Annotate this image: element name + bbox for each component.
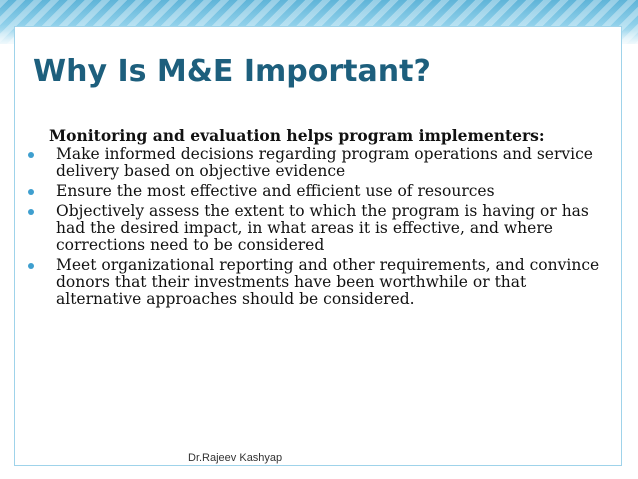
bullet-icon	[28, 152, 34, 158]
slide-title: Why Is M&E Important?	[33, 54, 431, 89]
intro-text: Monitoring and evaluation helps program implementers:	[49, 126, 545, 145]
bullet-item	[28, 257, 608, 308]
bullet-icon	[28, 263, 34, 269]
bullet-icon	[28, 209, 34, 215]
bullet-text: Make informed decisions regarding program operations and service delivery based on objective evidence	[56, 145, 593, 180]
bullet-item	[28, 203, 608, 254]
slide-body	[28, 127, 608, 311]
bullet-item	[28, 146, 608, 180]
footer-author: Dr.Rajeev Kashyap	[188, 452, 283, 464]
bullet-text: Objectively assess the extent to which the program is having or has had the desired impact, in what areas it is effective, and where corrections need to be considered	[56, 202, 589, 254]
bullet-list	[28, 146, 608, 308]
bullet-text: Meet organizational reporting and other requirements, and convince donors that their investments have been worthwhile or that alternative approaches should be considered.	[56, 256, 600, 308]
bullet-text: Ensure the most effective and efficient use of resources	[56, 182, 495, 200]
bullet-item	[28, 183, 608, 200]
bullet-icon	[28, 189, 34, 195]
